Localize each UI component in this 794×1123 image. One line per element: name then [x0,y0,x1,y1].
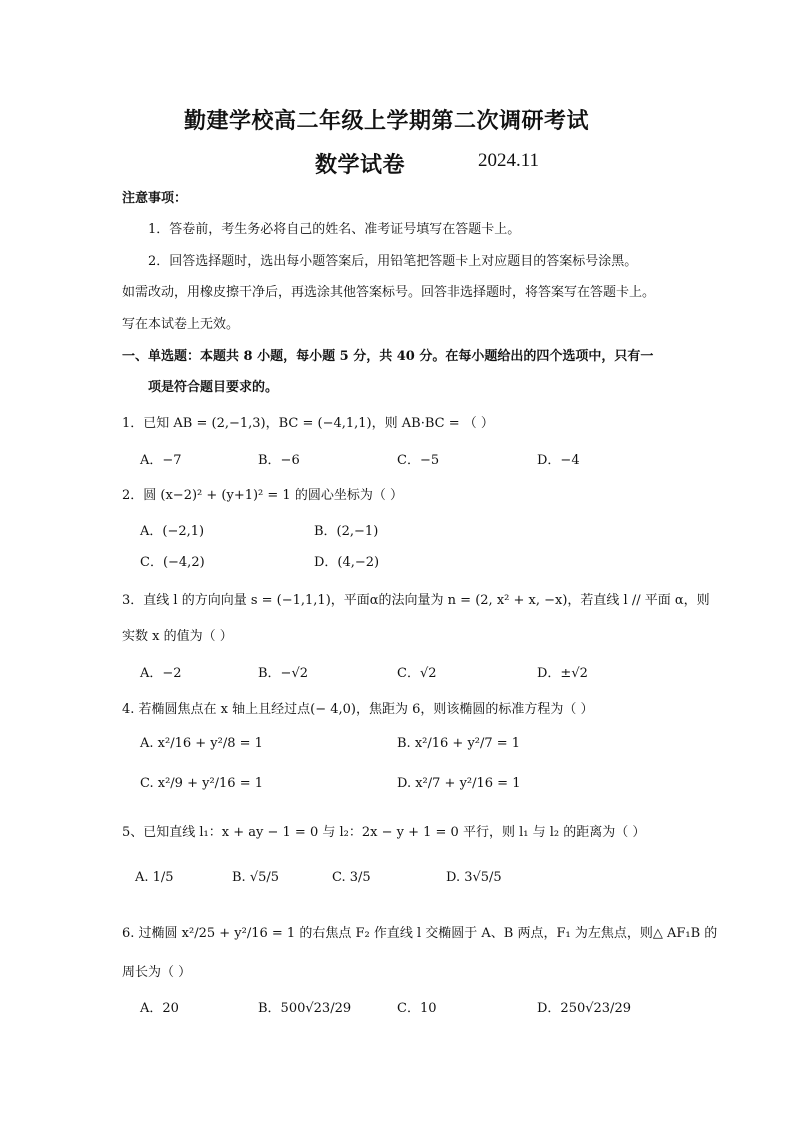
exam-date: 2024.11 [478,150,540,171]
question-5-option-d: D. 3√5/5 [446,870,502,885]
question-1-option-c: C．−5 [397,453,440,468]
question-4-option-c: C. x²/9 + y²/16 = 1 [140,776,264,791]
question-3-option-a: A．−2 [140,666,182,681]
question-2-option-a: A．(−2,1) [140,524,205,539]
exam-title: 勤建学校高二年级上学期第二次调研考试 [184,108,590,134]
question-6-option-c: C．10 [397,1001,437,1016]
question-4-option-a: A. x²/16 + y²/8 = 1 [140,736,263,751]
notice-heading: 注意事项： [122,191,188,206]
question-6-stem-line-2: 周长为（ ） [122,965,192,980]
question-3-option-b: B．−√2 [258,666,309,681]
notice-item-1: 1．答卷前，考生务必将自己的姓名、准考证号填写在答题卡上。 [148,222,521,237]
question-1-option-a: A．−7 [140,453,182,468]
question-6-option-a: A．20 [140,1001,179,1016]
question-5-option-c: C. 3/5 [332,870,371,885]
question-1-stem: 1．已知 AB = (2,−1,3)，BC = (−4,1,1)，则 AB·BC = （ ） [122,416,494,431]
question-3-stem-line-2: 实数 x 的值为（ ） [122,629,233,644]
question-6-option-b: B．500√23/29 [258,1001,352,1016]
question-2-option-d: D．(4,−2) [314,555,380,570]
question-5-stem: 5、已知直线 l₁：x + ay − 1 = 0 与 l₂：2x − y + 1 = 0 平行，则 l₁ 与 l₂ 的距离为（ ） [122,825,646,840]
notice-item-2-line-2: 如需改动，用橡皮擦干净后，再选涂其他答案标号。回答非选择题时，将答案写在答题卡上。 [122,285,656,300]
question-3-option-c: C．√2 [397,666,437,681]
question-2-option-c: C．(−4,2) [140,555,205,570]
question-3-stem-line-1: 3．直线 l 的方向向量 s = (−1,1,1)，平面α的法向量为 n = (2, x² + x, −x)，若直线 l // 平面 α，则 [122,593,710,608]
question-6-option-d: D．250√23/29 [537,1001,631,1016]
question-4-stem: 4. 若椭圆焦点在 x 轴上且经过点(− 4,0)，焦距为 6，则该椭圆的标准方程为（ ） [122,702,594,717]
question-1-option-b: B．−6 [258,453,300,468]
question-1-option-d: D．−4 [537,453,580,468]
question-4-option-d: D. x²/7 + y²/16 = 1 [397,776,521,791]
question-6-stem-line-1: 6. 过椭圆 x²/25 + y²/16 = 1 的右焦点 F₂ 作直线 l 交椭圆于 A、B 两点，F₁ 为左焦点，则△ AF₁B 的 [122,926,718,941]
exam-subtitle: 数学试卷 [315,152,406,178]
section-heading-line-2: 项是符合题目要求的。 [148,380,279,395]
question-4-option-b: B. x²/16 + y²/7 = 1 [397,736,521,751]
notice-item-2-line-1: 2．回答选择题时，选出每小题答案后，用铅笔把答题卡上对应题目的答案标号涂黑。 [148,254,638,269]
question-3-option-d: D．±√2 [537,666,588,681]
question-5-option-a: A. 1/5 [135,870,174,885]
question-5-option-b: B. √5/5 [232,870,280,885]
notice-item-2-line-3: 写在本试卷上无效。 [122,317,240,332]
question-2-option-b: B．(2,−1) [314,524,379,539]
section-heading-line-1: 一、单选题：本题共 8 小题，每小题 5 分，共 40 分。在每小题给出的四个选项中，只有一 [122,349,654,364]
question-2-stem: 2．圆 (x−2)² + (y+1)² = 1 的圆心坐标为（ ） [122,488,403,503]
